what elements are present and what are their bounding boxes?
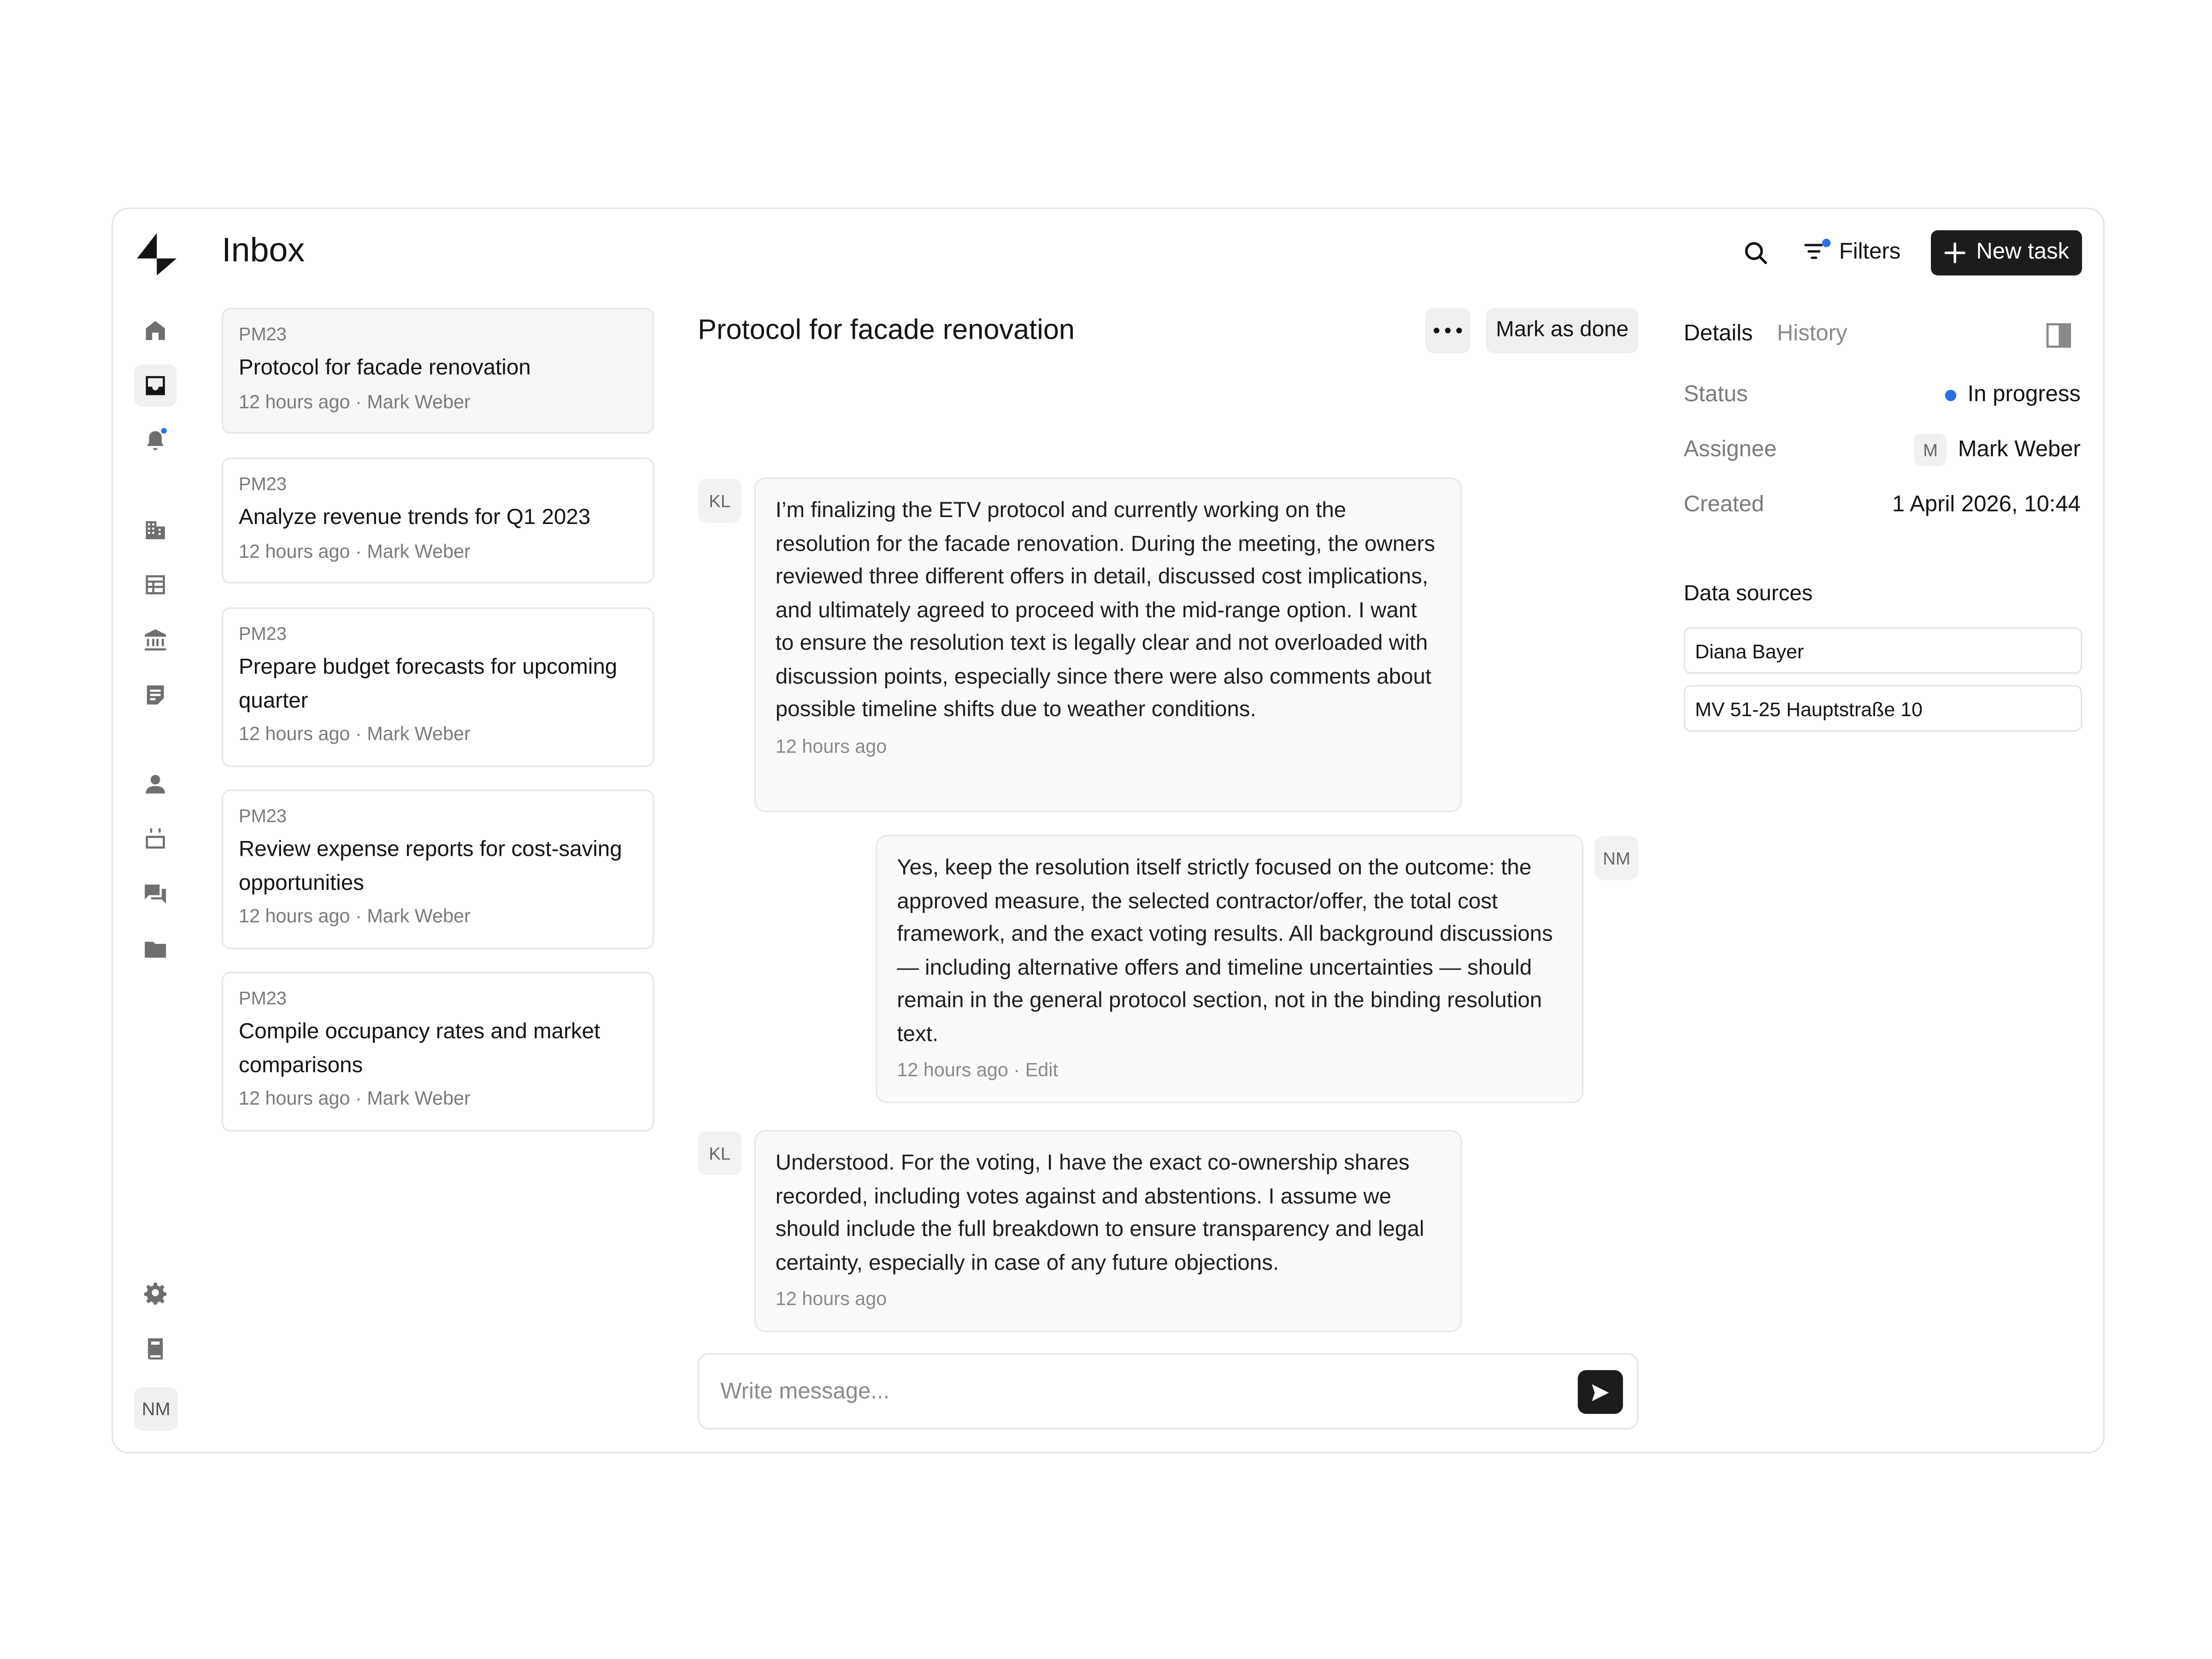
task-card[interactable] xyxy=(222,789,654,949)
message-text: Understood. For the voting, I have the exact co-ownership shares recorded, including votes against and abstentions. I assume we should include the full breakdown to ensure transparency and legal certainty, especially in case of any future objections. xyxy=(775,1151,1424,1275)
task-meta: 12 hours ago · Mark Weber xyxy=(239,905,471,927)
created-value: 1 April 2026, 10:44 xyxy=(1892,493,2081,517)
task-meta: 12 hours ago · Mark Weber xyxy=(239,1088,471,1109)
tab-details[interactable]: Details xyxy=(1683,322,1753,346)
data-sources-heading: Data sources xyxy=(1683,582,1813,606)
user-avatar[interactable]: NM xyxy=(134,1387,178,1431)
chat-icon[interactable] xyxy=(134,873,176,915)
task-card[interactable] xyxy=(222,972,654,1131)
task-meta: 12 hours ago · Mark Weber xyxy=(239,723,471,745)
home-icon[interactable] xyxy=(134,309,176,352)
filters-button[interactable] xyxy=(1802,235,1900,271)
task-code: PM23 xyxy=(239,987,287,1009)
filter-active-dot xyxy=(1822,239,1830,247)
search-button[interactable] xyxy=(1737,235,1774,271)
notifications-icon[interactable] xyxy=(134,419,176,462)
filter-icon xyxy=(1802,239,1830,267)
message-time: 12 hours ago xyxy=(897,1059,1008,1081)
assignee-name: Mark Weber xyxy=(1958,437,2081,461)
send-button[interactable] xyxy=(1578,1370,1623,1414)
mark-as-done-button[interactable]: Mark as done xyxy=(1486,308,1638,353)
data-source-item[interactable]: MV 51-25 Hauptstraße 10 xyxy=(1684,685,2082,732)
plus-icon xyxy=(1944,241,1966,264)
task-title: Protocol for facade renovation xyxy=(239,356,531,380)
task-code: PM23 xyxy=(239,323,287,345)
filters-label: Filters xyxy=(1839,240,1901,265)
new-task-button[interactable] xyxy=(1931,230,2082,276)
bank-icon[interactable] xyxy=(134,619,176,661)
task-meta: 12 hours ago · Mark Weber xyxy=(239,390,471,412)
task-title: Prepare budget forecasts for upcoming quarter xyxy=(239,655,618,713)
task-title: Review expense reports for cost-saving opportunities xyxy=(239,837,622,895)
book-icon[interactable] xyxy=(134,1328,176,1370)
message-bubble xyxy=(876,835,1583,1103)
task-code: PM23 xyxy=(239,473,287,494)
more-options-button[interactable] xyxy=(1425,308,1471,353)
assignee-value[interactable] xyxy=(1914,434,2081,466)
status-value[interactable] xyxy=(1945,383,2080,408)
task-title: Compile occupancy rates and market comparisons xyxy=(239,1020,600,1077)
task-card[interactable] xyxy=(222,607,654,767)
task-card[interactable] xyxy=(222,308,654,434)
tab-history[interactable]: History xyxy=(1777,322,1847,346)
message-bubble xyxy=(754,477,1462,812)
app-window xyxy=(112,208,2105,1453)
status-dot xyxy=(1945,390,1956,401)
message-avatar: NM xyxy=(1594,836,1638,880)
task-meta: 12 hours ago · Mark Weber xyxy=(239,540,471,562)
task-title: Analyze revenue trends for Q1 2023 xyxy=(239,506,591,530)
task-card[interactable] xyxy=(222,458,654,583)
message-time: 12 hours ago xyxy=(775,1288,887,1310)
send-icon xyxy=(1589,1381,1612,1403)
page-title: Inbox xyxy=(222,231,305,270)
person-icon[interactable] xyxy=(134,763,176,805)
search-icon xyxy=(1741,239,1770,267)
message-text: I’m finalizing the ETV protocol and currently working on the resolution for the facade renovation. During the meeting, the owners reviewed three different offers in detail, discussed cost implications, and ultimately agreed to proceed with the mid-range option. I want to ensure the resolution text is legally clear and not overloaded with discussion points, especially since there were also comments about possible timeline shifts due to weather conditions. xyxy=(775,498,1435,722)
settings-icon[interactable] xyxy=(134,1273,176,1315)
message-avatar: KL xyxy=(698,1131,741,1175)
buildings-icon[interactable] xyxy=(134,508,176,551)
assignee-label: Assignee xyxy=(1683,438,1777,462)
message-time: 12 hours ago xyxy=(775,735,887,757)
message-avatar: KL xyxy=(698,479,741,523)
document-icon[interactable] xyxy=(134,674,176,716)
task-code: PM23 xyxy=(239,805,287,827)
edit-message-link[interactable]: Edit xyxy=(1025,1059,1058,1081)
app-logo[interactable] xyxy=(133,229,181,277)
message-text: Yes, keep the resolution itself strictly focused on the outcome: the approved measure, the selected contractor/offer, the total cost framework, and the exact voting results. All background discussions — including alternative offers and timeline uncertainties — should remain in the general protocol section, not in the binding resolution text. xyxy=(897,856,1553,1046)
data-source-item[interactable]: Diana Bayer xyxy=(1684,627,2082,674)
created-label: Created xyxy=(1683,493,1765,517)
folder-icon[interactable] xyxy=(134,928,176,971)
notification-dot xyxy=(159,427,168,435)
new-task-label: New task xyxy=(1976,240,2070,265)
calendar-icon[interactable] xyxy=(134,818,176,860)
inbox-icon[interactable] xyxy=(134,365,176,407)
assignee-avatar: M xyxy=(1914,434,1947,466)
conversation-title: Protocol for facade renovation xyxy=(698,315,1075,346)
status-text: In progress xyxy=(1967,382,2081,407)
message-meta: 12 hours ago · Edit xyxy=(897,1059,1058,1081)
message-input[interactable] xyxy=(720,1377,1553,1408)
message-composer xyxy=(698,1353,1638,1430)
message-bubble xyxy=(754,1130,1462,1332)
task-code: PM23 xyxy=(239,623,287,644)
panel-toggle-icon[interactable] xyxy=(2045,322,2072,349)
table-icon[interactable] xyxy=(134,564,176,606)
status-label: Status xyxy=(1683,382,1748,407)
